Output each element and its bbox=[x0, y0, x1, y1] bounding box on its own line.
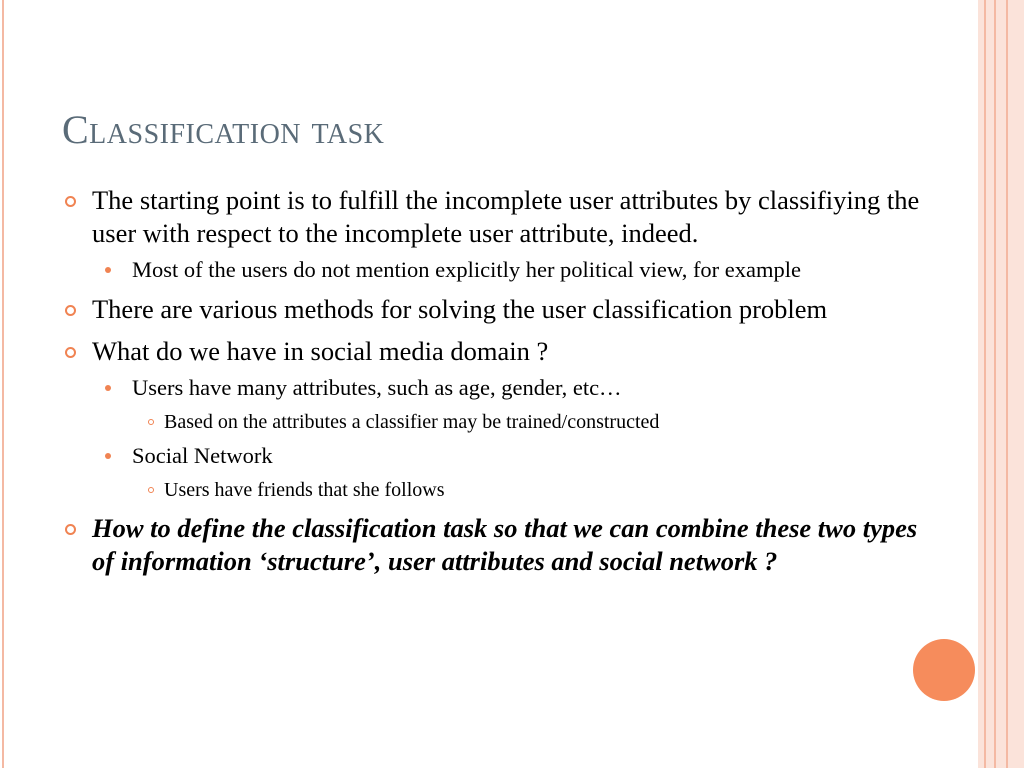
sub-bullet-text: Social Network bbox=[132, 443, 273, 468]
bullet-text: What do we have in social media domain ? bbox=[92, 336, 549, 366]
sub-bullet-list bbox=[92, 256, 922, 284]
bullet-text: There are various methods for solving the user classification problem bbox=[92, 294, 828, 324]
sub-sub-bullet-text: Users have friends that she follows bbox=[164, 479, 445, 501]
ring-bullet-icon bbox=[65, 305, 76, 316]
sub-bullet-item bbox=[92, 442, 922, 470]
bullet-list bbox=[62, 184, 922, 578]
sub-bullet-item bbox=[92, 256, 922, 284]
sub-bullet-text: Most of the users do not mention explicitly her political view, for example bbox=[132, 257, 802, 282]
sub-sub-bullet-item bbox=[92, 477, 922, 503]
dot-bullet-icon bbox=[105, 453, 111, 459]
sub-bullet-list bbox=[92, 374, 922, 503]
dot-bullet-icon bbox=[105, 385, 111, 391]
bullet-item-4 bbox=[62, 512, 922, 578]
dot-bullet-icon bbox=[105, 267, 111, 273]
right-band-stripe bbox=[986, 0, 994, 768]
sub-bullet-item bbox=[92, 374, 922, 402]
bullet-item-1 bbox=[62, 184, 922, 284]
left-border-line bbox=[2, 0, 4, 768]
small-ring-bullet-icon bbox=[148, 487, 154, 493]
right-band-stripe bbox=[1008, 0, 1024, 768]
ring-bullet-icon bbox=[65, 347, 76, 358]
bullet-item-2 bbox=[62, 293, 922, 326]
bullet-item-3 bbox=[62, 335, 922, 503]
slide-body bbox=[62, 184, 922, 587]
ring-bullet-icon bbox=[65, 196, 76, 207]
small-ring-bullet-icon bbox=[148, 419, 154, 425]
slide-title: Classification task bbox=[62, 107, 385, 152]
bullet-text: The starting point is to fulfill the incomplete user attributes by classifiying the user with respect to the incomplete user attribute, indeed. bbox=[92, 185, 920, 248]
sub-bullet-text: Users have many attributes, such as age, gender, etc… bbox=[132, 375, 622, 400]
emphasized-bullet-text: How to define the classification task so that we can combine these two types of information ‘structure’, user attributes and social network ? bbox=[92, 513, 918, 576]
sub-sub-bullet-item bbox=[92, 409, 922, 435]
decorative-circle bbox=[913, 639, 975, 701]
sub-sub-bullet-text: Based on the attributes a classifier may be trained/constructed bbox=[164, 411, 660, 433]
right-band-stripe bbox=[996, 0, 1006, 768]
ring-bullet-icon bbox=[65, 524, 76, 535]
